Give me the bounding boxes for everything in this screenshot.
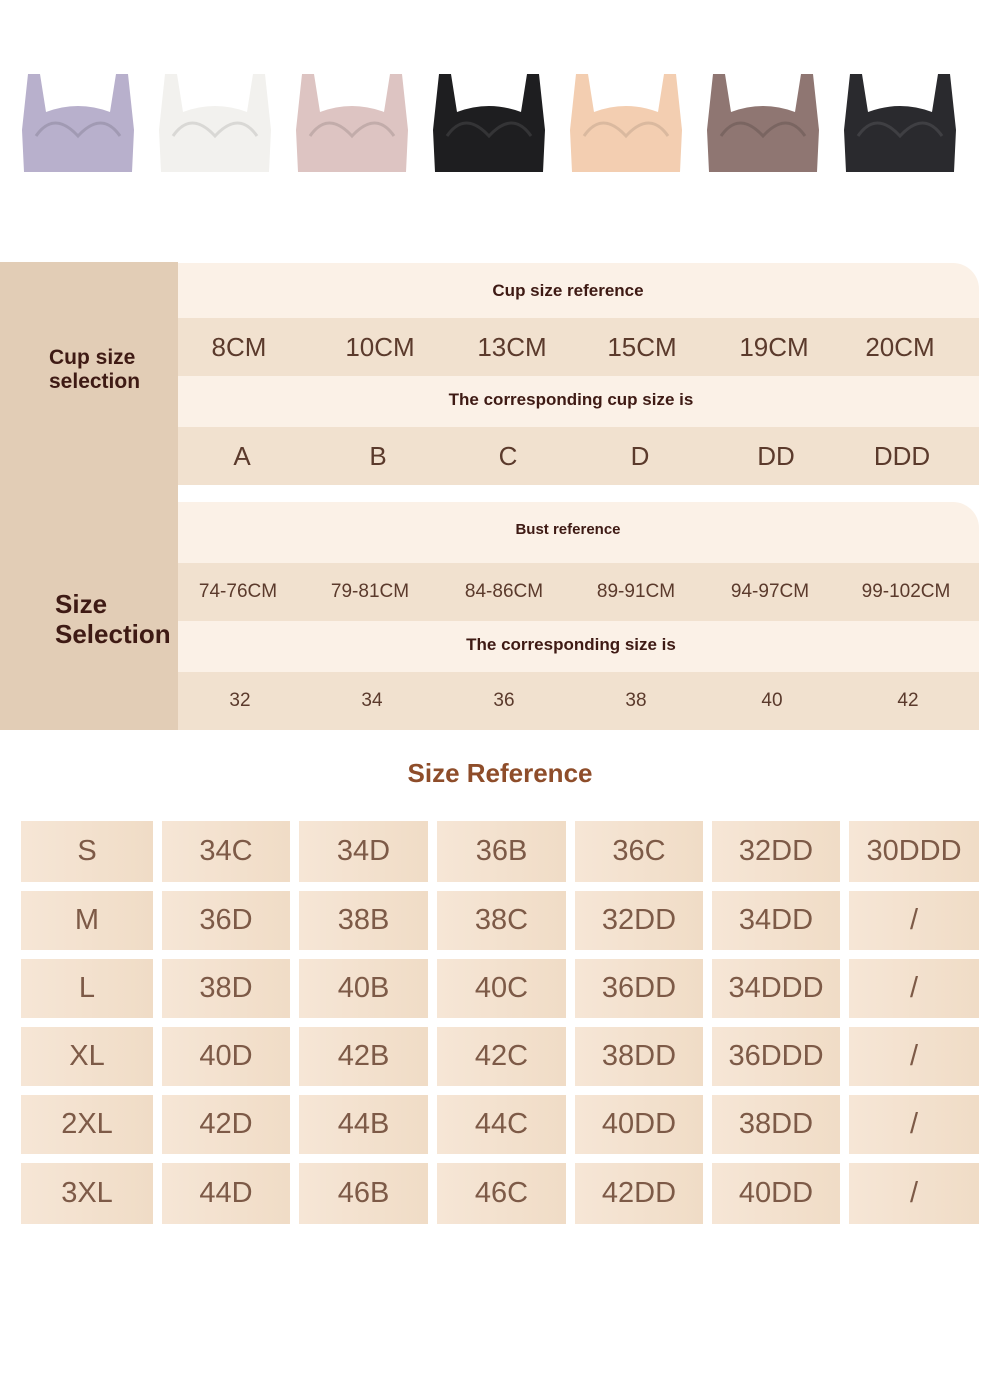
size-cell: 38D <box>162 959 290 1018</box>
size-cell: 32DD <box>712 821 840 882</box>
size-cell: / <box>849 959 979 1018</box>
size-cell: 34DDD <box>712 959 840 1018</box>
size-cell: 44B <box>299 1095 428 1154</box>
bra-swatch-mocha[interactable] <box>705 70 821 180</box>
bra-swatch-black[interactable] <box>431 70 547 180</box>
bra-shape <box>570 74 682 172</box>
size-label-cell: M <box>21 891 153 950</box>
cup-letter: DDD <box>873 440 931 471</box>
cup-reference-title: Cup size reference <box>492 281 644 300</box>
size-cell: 36DDD <box>712 1027 840 1086</box>
size-corresponding-title-row <box>178 621 979 672</box>
size-cell: 34C <box>162 821 290 882</box>
size-cell: / <box>849 1027 979 1086</box>
cup-measurement: 13CM <box>477 331 547 362</box>
size-cell: / <box>849 1095 979 1154</box>
cup-letter: D <box>630 440 650 471</box>
cup-letter: A <box>233 440 251 471</box>
size-cell: / <box>849 891 979 950</box>
bra-shape <box>159 74 271 172</box>
cup-measurement-row <box>178 318 979 376</box>
band-size: 32 <box>229 690 251 711</box>
size-cell: 40C <box>437 959 566 1018</box>
bra-swatch-charcoal[interactable] <box>842 70 958 180</box>
cup-letter: C <box>498 440 518 471</box>
cup-corresponding-title-row <box>178 376 979 427</box>
cup-letter: B <box>369 440 387 471</box>
size-cell: 40DD <box>712 1163 840 1224</box>
size-cell: / <box>849 1163 979 1224</box>
bust-measurement: 74-76CM <box>198 581 278 602</box>
size-label-cell: 2XL <box>21 1095 153 1154</box>
band-size: 36 <box>493 690 515 711</box>
size-cell: 38C <box>437 891 566 950</box>
size-cell: 36D <box>162 891 290 950</box>
band-size-row <box>178 672 979 730</box>
bra-swatch-white[interactable] <box>157 70 273 180</box>
band-size: 40 <box>761 690 783 711</box>
size-cell: 40D <box>162 1027 290 1086</box>
cup-measurement: 10CM <box>345 331 415 362</box>
size-cell: 40DD <box>575 1095 703 1154</box>
size-label-cell: 3XL <box>21 1163 153 1224</box>
size-label-cell: XL <box>21 1027 153 1086</box>
bra-shape <box>707 74 819 172</box>
size-cell: 38B <box>299 891 428 950</box>
bra-swatch-nude[interactable] <box>568 70 684 180</box>
bra-shape <box>844 74 956 172</box>
bust-measurement-row <box>178 563 979 621</box>
bust-measurement: 99-102CM <box>861 581 951 602</box>
size-cell: 44D <box>162 1163 290 1224</box>
band-size: 38 <box>625 690 647 711</box>
cup-measurement: 15CM <box>607 331 677 362</box>
cup-measurement: 8CM <box>211 331 267 362</box>
size-cell: 34D <box>299 821 428 882</box>
cup-corresponding-title: The corresponding cup size is <box>448 390 694 409</box>
bra-shape <box>433 74 545 172</box>
bra-shape <box>22 74 134 172</box>
size-cell: 42C <box>437 1027 566 1086</box>
size-cell: 36C <box>575 821 703 882</box>
bra-swatch-pink[interactable] <box>294 70 410 180</box>
size-selection-label: Size Selection <box>55 589 171 649</box>
bust-measurement: 89-91CM <box>596 581 676 602</box>
cup-size-reference-table <box>178 263 979 485</box>
bra-swatch-lavender[interactable] <box>20 70 136 180</box>
product-color-swatches <box>0 70 1000 190</box>
size-cell: 30DDD <box>849 821 979 882</box>
size-reference-grid <box>21 821 979 1224</box>
bra-shape <box>296 74 408 172</box>
band-size: 34 <box>361 690 383 711</box>
bust-measurement: 94-97CM <box>730 581 810 602</box>
size-cell: 36B <box>437 821 566 882</box>
size-cell: 42B <box>299 1027 428 1086</box>
cup-letter: DD <box>757 440 795 471</box>
bust-reference-title-row <box>178 502 979 563</box>
size-cell: 36DD <box>575 959 703 1018</box>
bust-size-reference-table <box>178 502 979 730</box>
size-corresponding-title: The corresponding size is <box>466 635 676 654</box>
cup-letter-row <box>178 427 979 485</box>
cup-measurement: 20CM <box>865 331 935 362</box>
size-cell: 42D <box>162 1095 290 1154</box>
size-cell: 38DD <box>575 1027 703 1086</box>
cup-reference-title-row <box>178 263 979 318</box>
band-size: 42 <box>897 690 919 711</box>
size-cell: 46C <box>437 1163 566 1224</box>
cup-measurement: 19CM <box>739 331 809 362</box>
cup-size-selection-label: Cup size selection <box>49 346 141 394</box>
size-cell: 38DD <box>712 1095 840 1154</box>
bust-reference-title: Bust reference <box>515 521 621 538</box>
size-reference-title: Size Reference <box>407 758 593 788</box>
size-cell: 42DD <box>575 1163 703 1224</box>
size-cell: 46B <box>299 1163 428 1224</box>
size-label-cell: L <box>21 959 153 1018</box>
size-cell: 44C <box>437 1095 566 1154</box>
size-cell: 32DD <box>575 891 703 950</box>
selection-side-band <box>0 262 178 730</box>
bust-measurement: 84-86CM <box>464 581 544 602</box>
size-cell: 34DD <box>712 891 840 950</box>
size-label-cell: S <box>21 821 153 882</box>
bust-measurement: 79-81CM <box>330 581 410 602</box>
size-cell: 40B <box>299 959 428 1018</box>
